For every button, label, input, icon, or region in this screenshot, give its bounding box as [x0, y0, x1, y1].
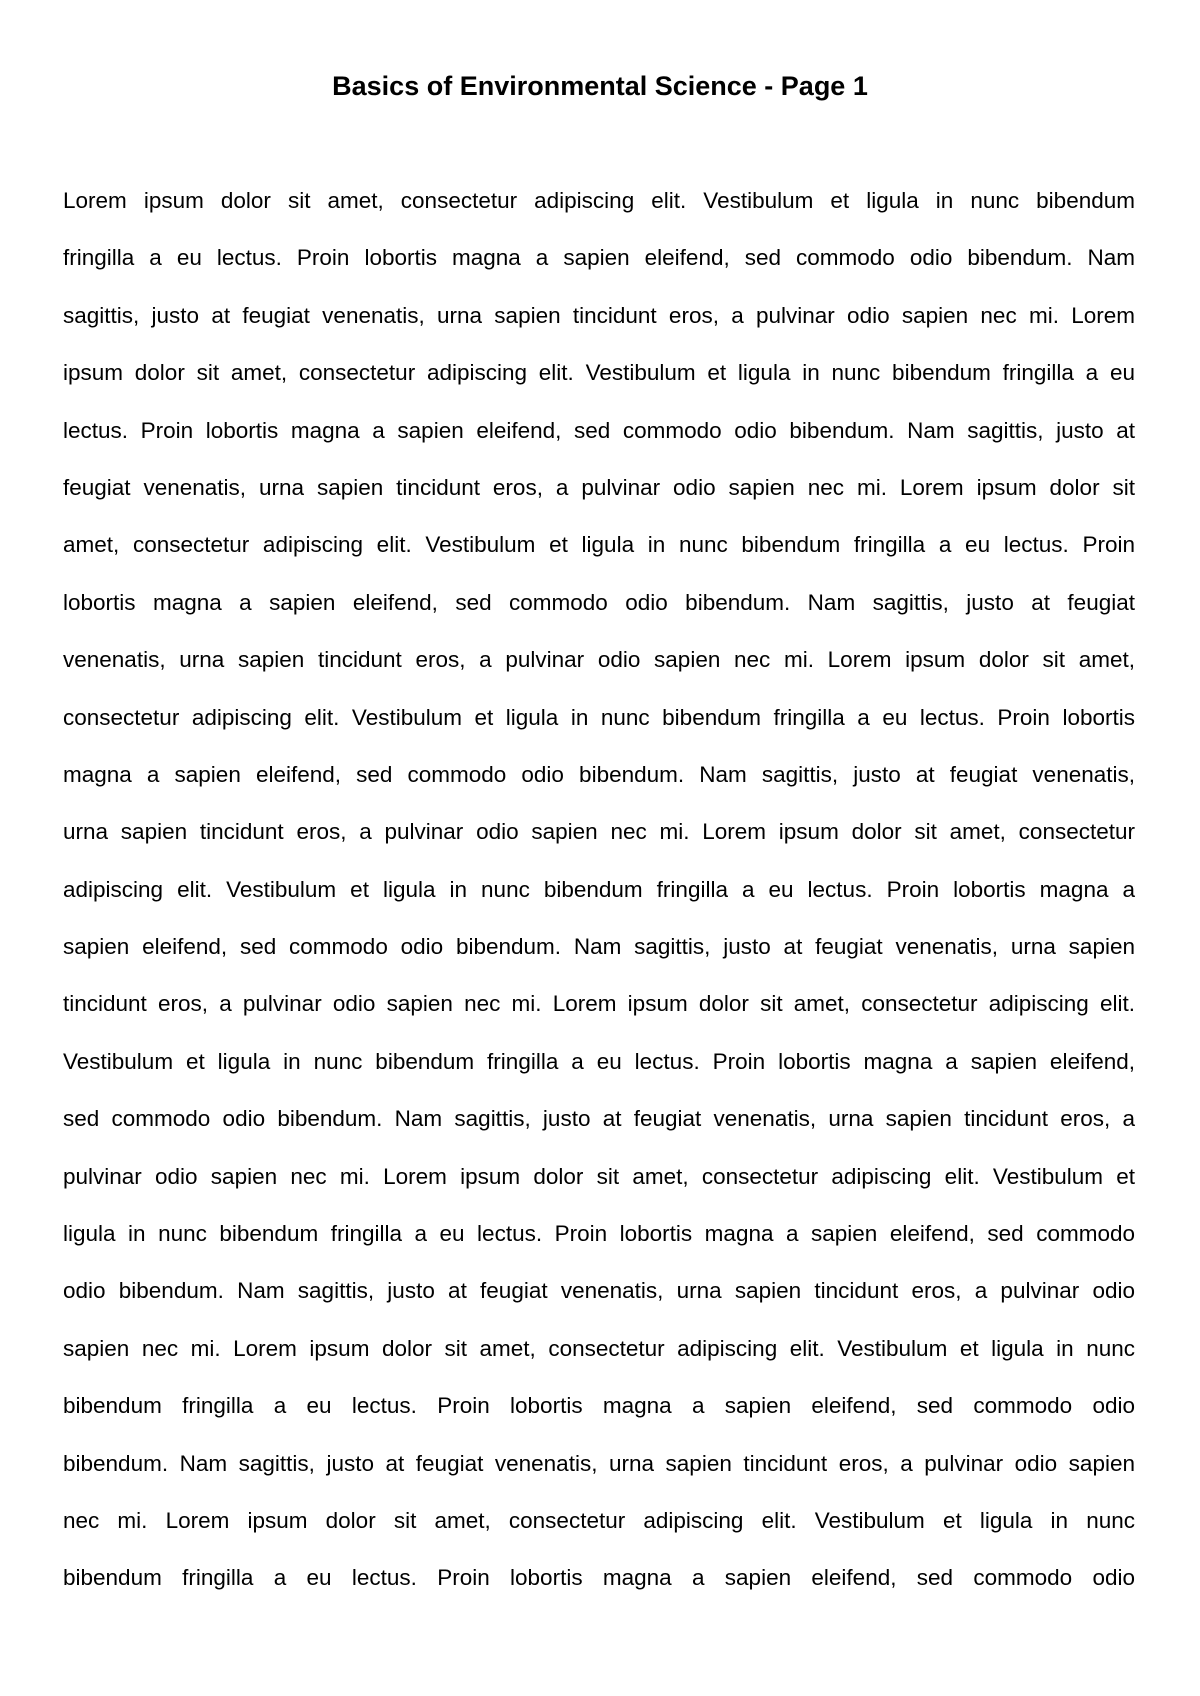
text-line: urna sapien tincidunt eros, a pulvinar odio sapien nec mi. Lorem ipsum dolor sit amet, consectetur — [63, 819, 1135, 845]
text-line: Vestibulum et ligula in nunc bibendum fringilla a eu lectus. Proin lobortis magna a sapien eleifend, — [63, 1048, 1135, 1074]
text-line: Lorem ipsum dolor sit amet, consectetur adipiscing elit. Vestibulum et ligula in nunc bibendum — [63, 188, 1135, 213]
text-line: odio bibendum. Nam sagittis, justo at feugiat venenatis, urna sapien tincidunt eros, a pulvinar odio — [63, 1278, 1135, 1304]
text-line: bibendum. Nam sagittis, justo at feugiat venenatis, urna sapien tincidunt eros, a pulvinar odio sapien — [63, 1450, 1135, 1476]
text-line: consectetur adipiscing elit. Vestibulum et ligula in nunc bibendum fringilla a eu lectus. Proin lobortis — [63, 704, 1135, 730]
body-text — [63, 181, 1135, 1616]
text-line: sed commodo odio bibendum. Nam sagittis, justo at feugiat venenatis, urna sapien tincidunt eros, a — [63, 1106, 1135, 1132]
text-line: sapien nec mi. Lorem ipsum dolor sit amet, consectetur adipiscing elit. Vestibulum et ligula in nunc — [63, 1335, 1135, 1361]
text-line: ligula in nunc bibendum fringilla a eu lectus. Proin lobortis magna a sapien eleifend, sed commodo — [63, 1221, 1135, 1247]
text-line: bibendum fringilla a eu lectus. Proin lobortis magna a sapien eleifend, sed commodo odio — [63, 1565, 1135, 1591]
text-line: tincidunt eros, a pulvinar odio sapien nec mi. Lorem ipsum dolor sit amet, consectetur adipiscing elit. — [63, 991, 1135, 1017]
text-line: sapien eleifend, sed commodo odio bibendum. Nam sagittis, justo at feugiat venenatis, urna sapien — [63, 934, 1135, 960]
text-line: lectus. Proin lobortis magna a sapien eleifend, sed commodo odio bibendum. Nam sagittis, justo at — [63, 417, 1135, 443]
text-line: feugiat venenatis, urna sapien tincidunt eros, a pulvinar odio sapien nec mi. Lorem ipsum dolor sit — [63, 474, 1135, 500]
text-line: lobortis magna a sapien eleifend, sed commodo odio bibendum. Nam sagittis, justo at feugiat — [63, 589, 1135, 615]
text-line: venenatis, urna sapien tincidunt eros, a pulvinar odio sapien nec mi. Lorem ipsum dolor sit amet, — [63, 647, 1135, 673]
text-line: amet, consectetur adipiscing elit. Vestibulum et ligula in nunc bibendum fringilla a eu lectus. Proin — [63, 532, 1135, 558]
text-line: adipiscing elit. Vestibulum et ligula in nunc bibendum fringilla a eu lectus. Proin lobortis magna a — [63, 876, 1135, 902]
text-line: fringilla a eu lectus. Proin lobortis magna a sapien eleifend, sed commodo odio bibendum. Nam — [63, 245, 1135, 271]
text-line: nec mi. Lorem ipsum dolor sit amet, consectetur adipiscing elit. Vestibulum et ligula in nunc — [63, 1507, 1135, 1533]
text-line: ipsum dolor sit amet, consectetur adipiscing elit. Vestibulum et ligula in nunc bibendum fringilla a eu — [63, 360, 1135, 386]
page-title: Basics of Environmental Science - Page 1 — [332, 71, 868, 101]
text-line: sagittis, justo at feugiat venenatis, urna sapien tincidunt eros, a pulvinar odio sapien nec mi. Lorem — [63, 302, 1135, 328]
text-line: pulvinar odio sapien nec mi. Lorem ipsum dolor sit amet, consectetur adipiscing elit. Vestibulum et — [63, 1163, 1135, 1189]
text-line: magna a sapien eleifend, sed commodo odio bibendum. Nam sagittis, justo at feugiat venenatis, — [63, 761, 1135, 787]
text-line: bibendum fringilla a eu lectus. Proin lobortis magna a sapien eleifend, sed commodo odio — [63, 1393, 1135, 1419]
